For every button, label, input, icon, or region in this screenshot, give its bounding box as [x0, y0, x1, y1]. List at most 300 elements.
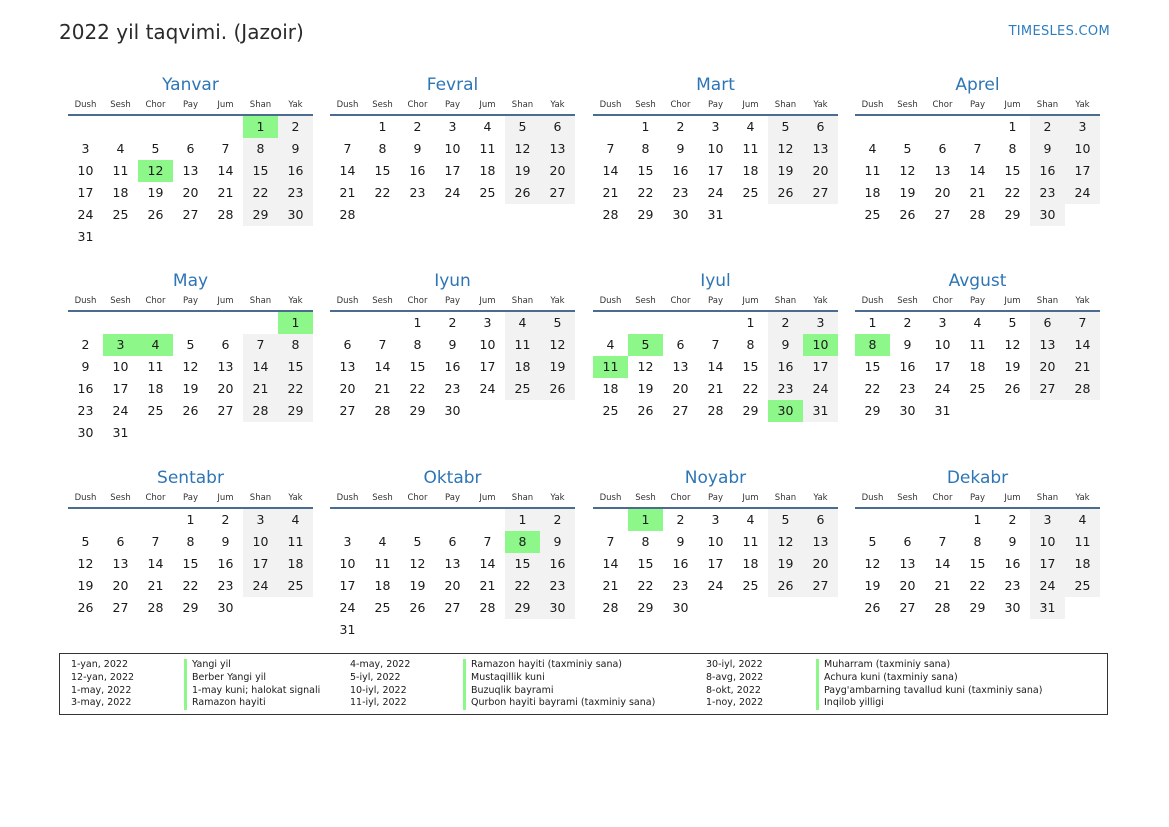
empty-cell	[628, 312, 663, 334]
day-cell: 14	[707, 359, 724, 374]
day-cell: 20	[803, 553, 838, 575]
day-cell: 13	[803, 138, 838, 160]
holiday-day-cell: 1	[243, 116, 278, 138]
day-cell: 4	[505, 312, 540, 334]
day-cell: 11	[147, 359, 164, 374]
day-cell: 9	[413, 141, 422, 156]
day-cell: 11	[278, 531, 313, 553]
day-cell: 4	[746, 119, 755, 134]
day-cell: 6	[186, 141, 195, 156]
day-cell: 19	[147, 185, 164, 200]
day-cell: 12	[505, 138, 540, 160]
month-block	[68, 466, 313, 619]
day-cell: 13	[217, 359, 234, 374]
day-cell: 25	[742, 578, 759, 593]
weekday-label: Chor	[670, 100, 691, 110]
day-cell: 28	[602, 600, 619, 615]
day-cell: 15	[374, 163, 391, 178]
day-cell: 18	[278, 553, 313, 575]
day-cell: 2	[1008, 512, 1017, 527]
day-cell: 7	[606, 534, 615, 549]
month-block	[593, 269, 838, 422]
day-cell: 8	[378, 141, 387, 156]
weekday-label: Jum	[742, 296, 759, 306]
day-cell: 1	[505, 509, 540, 531]
day-cell: 14	[374, 359, 391, 374]
day-cell: 25	[864, 207, 881, 222]
day-cell: 24	[707, 185, 724, 200]
day-cell: 5	[413, 534, 422, 549]
day-cell: 31	[339, 622, 356, 637]
day-cell: 20	[112, 578, 129, 593]
weekday-label: Jum	[742, 100, 759, 110]
legend-row	[706, 659, 1096, 672]
day-cell: 25	[147, 403, 164, 418]
day-cell: 15	[637, 556, 654, 571]
day-cell: 24	[243, 575, 278, 597]
weekday-label: Jum	[1004, 296, 1021, 306]
day-cell: 22	[637, 185, 654, 200]
day-cell: 2	[1030, 116, 1065, 138]
day-cell: 21	[217, 185, 234, 200]
day-cell: 5	[540, 312, 575, 334]
day-cell: 7	[343, 141, 352, 156]
holiday-day-cell: 1	[628, 509, 663, 531]
day-cell: 14	[243, 356, 278, 378]
day-cell: 16	[217, 556, 234, 571]
legend-column	[350, 659, 690, 710]
day-cell: 24	[934, 381, 951, 396]
day-cell: 27	[803, 182, 838, 204]
day-cell: 31	[1030, 597, 1065, 619]
day-cell: 6	[1030, 312, 1065, 334]
day-cell: 9	[278, 138, 313, 160]
day-cell: 27	[934, 207, 951, 222]
holiday-date: 1-yan, 2022	[71, 659, 128, 670]
holiday-name: Inqilob yilligi	[816, 697, 884, 710]
day-cell: 17	[707, 163, 724, 178]
day-cell: 13	[1030, 334, 1065, 356]
month-name: Avgust	[948, 271, 1007, 291]
weekday-header	[68, 97, 313, 116]
day-cell: 22	[969, 578, 986, 593]
holiday-date: 12-yan, 2022	[71, 671, 135, 683]
day-grid	[330, 312, 575, 422]
weekday-label: Dush	[861, 296, 884, 306]
weekday-label: Yak	[550, 296, 565, 306]
day-cell: 14	[602, 163, 619, 178]
empty-cell	[925, 509, 960, 531]
day-cell: 28	[1065, 378, 1100, 400]
day-cell: 24	[803, 378, 838, 400]
day-grid	[330, 116, 575, 226]
day-cell: 2	[768, 312, 803, 334]
day-cell: 22	[374, 185, 391, 200]
day-cell: 1	[378, 119, 387, 134]
month-block	[330, 466, 575, 641]
month-name: May	[172, 271, 209, 291]
day-cell: 3	[711, 119, 720, 134]
day-cell: 20	[182, 185, 199, 200]
day-cell: 12	[77, 556, 94, 571]
day-cell: 17	[1065, 160, 1100, 182]
day-cell: 8	[746, 337, 755, 352]
day-cell: 6	[221, 337, 230, 352]
month-block	[68, 269, 313, 444]
weekday-label: Chor	[670, 296, 691, 306]
day-cell: 3	[803, 312, 838, 334]
holiday-day-cell: 1	[278, 312, 313, 334]
weekday-label: Sesh	[110, 493, 131, 503]
holiday-legend	[59, 653, 1108, 715]
day-cell: 20	[934, 185, 951, 200]
day-cell: 18	[479, 163, 496, 178]
day-cell: 13	[182, 163, 199, 178]
weekday-label: Chor	[407, 296, 428, 306]
day-cell: 26	[899, 207, 916, 222]
day-cell: 20	[1030, 356, 1065, 378]
day-cell: 26	[864, 600, 881, 615]
day-cell: 23	[444, 381, 461, 396]
day-cell: 5	[768, 116, 803, 138]
day-cell: 24	[77, 207, 94, 222]
empty-cell	[663, 312, 698, 334]
empty-cell	[173, 312, 208, 334]
day-cell: 15	[1004, 163, 1021, 178]
day-cell: 20	[444, 578, 461, 593]
day-cell: 18	[1065, 553, 1100, 575]
empty-cell	[855, 509, 890, 531]
day-cell: 23	[77, 403, 94, 418]
empty-cell	[68, 509, 103, 531]
day-cell: 17	[934, 359, 951, 374]
holiday-name: Berber Yangi yil	[184, 672, 266, 685]
day-cell: 15	[637, 163, 654, 178]
day-cell: 28	[147, 600, 164, 615]
weekday-header	[593, 490, 838, 509]
weekday-label: Dush	[599, 100, 622, 110]
day-cell: 21	[1065, 356, 1100, 378]
day-cell: 9	[1008, 534, 1017, 549]
day-cell: 16	[768, 356, 803, 378]
day-cell: 13	[444, 556, 461, 571]
month-name: Fevral	[426, 75, 479, 95]
day-cell: 7	[378, 337, 387, 352]
day-cell: 19	[505, 160, 540, 182]
day-grid	[330, 509, 575, 641]
day-cell: 7	[606, 141, 615, 156]
day-cell: 19	[637, 381, 654, 396]
month-name: Iyul	[700, 271, 731, 291]
day-cell: 10	[444, 141, 461, 156]
weekday-label: Sesh	[897, 100, 918, 110]
day-cell: 21	[707, 381, 724, 396]
weekday-label: Shan	[249, 493, 272, 503]
day-cell: 11	[742, 534, 759, 549]
weekday-label: Sesh	[372, 296, 393, 306]
day-cell: 25	[505, 378, 540, 400]
day-cell: 31	[77, 229, 94, 244]
weekday-label: Pay	[445, 100, 460, 110]
day-cell: 2	[448, 315, 457, 330]
day-cell: 27	[540, 182, 575, 204]
day-cell: 1	[641, 119, 650, 134]
day-grid	[593, 312, 838, 422]
day-cell: 26	[182, 403, 199, 418]
day-cell: 6	[448, 534, 457, 549]
day-cell: 14	[934, 556, 951, 571]
day-cell: 7	[938, 534, 947, 549]
day-cell: 4	[973, 315, 982, 330]
day-cell: 27	[1030, 378, 1065, 400]
day-cell: 7	[1065, 312, 1100, 334]
day-cell: 30	[672, 207, 689, 222]
weekday-label: Dush	[861, 100, 884, 110]
day-cell: 26	[637, 403, 654, 418]
day-cell: 29	[742, 403, 759, 418]
day-cell: 3	[343, 534, 352, 549]
day-cell: 15	[243, 160, 278, 182]
day-cell: 28	[339, 207, 356, 222]
day-cell: 18	[374, 578, 391, 593]
day-cell: 25	[479, 185, 496, 200]
day-cell: 30	[77, 425, 94, 440]
legend-row	[706, 685, 1096, 698]
weekday-label: Dush	[861, 493, 884, 503]
day-grid	[855, 116, 1100, 226]
day-cell: 5	[768, 509, 803, 531]
day-cell: 13	[672, 359, 689, 374]
day-cell: 23	[672, 578, 689, 593]
weekday-label: Shan	[511, 100, 534, 110]
day-cell: 3	[243, 509, 278, 531]
weekday-label: Pay	[970, 100, 985, 110]
day-cell: 18	[742, 556, 759, 571]
day-grid	[593, 509, 838, 619]
day-grid	[68, 116, 313, 248]
day-cell: 15	[278, 356, 313, 378]
day-cell: 13	[540, 138, 575, 160]
legend-row	[350, 672, 690, 685]
day-cell: 12	[409, 556, 426, 571]
month-block	[855, 73, 1100, 226]
day-cell: 9	[1030, 138, 1065, 160]
month-block	[855, 466, 1100, 619]
day-cell: 2	[413, 119, 422, 134]
weekday-label: Jum	[479, 493, 496, 503]
weekday-label: Yak	[813, 296, 828, 306]
day-cell: 11	[742, 141, 759, 156]
day-cell: 29	[243, 204, 278, 226]
day-grid	[593, 116, 838, 226]
day-cell: 7	[711, 337, 720, 352]
empty-cell	[365, 312, 400, 334]
day-cell: 23	[899, 381, 916, 396]
day-cell: 29	[409, 403, 426, 418]
day-cell: 19	[1004, 359, 1021, 374]
day-cell: 19	[768, 553, 803, 575]
day-cell: 30	[899, 403, 916, 418]
day-cell: 22	[637, 578, 654, 593]
day-cell: 8	[243, 138, 278, 160]
brand-link[interactable]: TIMESLES.COM	[1008, 24, 1110, 39]
day-cell: 13	[339, 359, 356, 374]
day-cell: 26	[1004, 381, 1021, 396]
day-cell: 26	[147, 207, 164, 222]
day-cell: 23	[409, 185, 426, 200]
holiday-date: 4-may, 2022	[350, 659, 411, 670]
weekday-label: Pay	[708, 100, 723, 110]
empty-cell	[470, 509, 505, 531]
day-cell: 9	[676, 534, 685, 549]
day-cell: 8	[1008, 141, 1017, 156]
day-cell: 1	[746, 315, 755, 330]
day-cell: 5	[1008, 315, 1017, 330]
day-cell: 4	[378, 534, 387, 549]
weekday-label: Chor	[932, 493, 953, 503]
day-cell: 17	[1030, 553, 1065, 575]
day-cell: 6	[803, 509, 838, 531]
day-cell: 26	[768, 575, 803, 597]
day-cell: 10	[243, 531, 278, 553]
weekday-label: Shan	[774, 493, 797, 503]
day-cell: 19	[540, 356, 575, 378]
empty-cell	[68, 116, 103, 138]
day-cell: 20	[899, 578, 916, 593]
weekday-label: Pay	[183, 100, 198, 110]
day-cell: 8	[186, 534, 195, 549]
empty-cell	[103, 116, 138, 138]
day-cell: 5	[505, 116, 540, 138]
weekday-label: Dush	[336, 100, 359, 110]
day-cell: 28	[707, 403, 724, 418]
day-cell: 10	[1065, 138, 1100, 160]
day-cell: 20	[540, 160, 575, 182]
day-cell: 28	[479, 600, 496, 615]
empty-cell	[400, 509, 435, 531]
empty-cell	[138, 509, 173, 531]
weekday-label: Sesh	[635, 493, 656, 503]
day-cell: 12	[768, 138, 803, 160]
day-cell: 6	[903, 534, 912, 549]
empty-cell	[103, 509, 138, 531]
day-cell: 2	[221, 512, 230, 527]
day-cell: 27	[899, 600, 916, 615]
weekday-label: Shan	[1036, 296, 1059, 306]
weekday-header	[68, 293, 313, 312]
empty-cell	[593, 116, 628, 138]
weekday-label: Shan	[249, 100, 272, 110]
day-cell: 21	[969, 185, 986, 200]
day-cell: 16	[899, 359, 916, 374]
day-cell: 23	[1030, 182, 1065, 204]
day-cell: 5	[868, 534, 877, 549]
day-cell: 12	[864, 556, 881, 571]
day-cell: 1	[868, 315, 877, 330]
day-cell: 14	[969, 163, 986, 178]
day-cell: 18	[602, 381, 619, 396]
day-cell: 15	[742, 359, 759, 374]
empty-cell	[593, 509, 628, 531]
weekday-header	[593, 293, 838, 312]
day-cell: 25	[112, 207, 129, 222]
weekday-label: Yak	[288, 493, 303, 503]
day-cell: 31	[803, 400, 838, 422]
day-cell: 21	[934, 578, 951, 593]
weekday-label: Chor	[670, 493, 691, 503]
day-cell: 23	[278, 182, 313, 204]
holiday-name: Payg'ambarning tavallud kuni (taxminiy sana)	[816, 685, 1042, 698]
weekday-label: Jum	[1004, 493, 1021, 503]
day-cell: 16	[77, 381, 94, 396]
day-cell: 29	[1004, 207, 1021, 222]
day-grid	[68, 312, 313, 444]
weekday-label: Yak	[1075, 296, 1090, 306]
month-block	[593, 73, 838, 226]
weekday-label: Shan	[1036, 100, 1059, 110]
day-cell: 7	[973, 141, 982, 156]
day-cell: 12	[637, 359, 654, 374]
month-name: Dekabr	[946, 468, 1009, 488]
empty-cell	[138, 312, 173, 334]
day-cell: 8	[413, 337, 422, 352]
day-cell: 21	[374, 381, 391, 396]
legend-column	[706, 659, 1096, 710]
holiday-date: 3-may, 2022	[71, 697, 132, 709]
day-cell: 25	[742, 185, 759, 200]
day-cell: 5	[186, 337, 195, 352]
weekday-label: Jum	[217, 296, 234, 306]
day-cell: 24	[339, 600, 356, 615]
weekday-label: Yak	[813, 100, 828, 110]
month-name: Aprel	[955, 75, 1000, 95]
holiday-date: 10-iyl, 2022	[350, 684, 407, 696]
month-block	[330, 269, 575, 422]
day-cell: 11	[969, 337, 986, 352]
holiday-name: Mustaqillik kuni	[463, 672, 545, 685]
day-cell: 22	[505, 575, 540, 597]
day-cell: 24	[112, 403, 129, 418]
day-cell: 24	[1065, 182, 1100, 204]
empty-cell	[330, 312, 365, 334]
day-cell: 18	[505, 356, 540, 378]
weekday-label: Shan	[511, 296, 534, 306]
month-block	[68, 73, 313, 248]
holiday-name: 1-may kuni; halokat signali	[184, 685, 320, 698]
weekday-label: Chor	[932, 100, 953, 110]
holiday-day-cell: 3	[103, 334, 138, 356]
weekday-header	[593, 97, 838, 116]
day-cell: 1	[186, 512, 195, 527]
day-cell: 10	[934, 337, 951, 352]
day-cell: 14	[147, 556, 164, 571]
weekday-label: Shan	[249, 296, 272, 306]
day-cell: 6	[116, 534, 125, 549]
day-cell: 19	[768, 160, 803, 182]
empty-cell	[103, 312, 138, 334]
day-cell: 1	[973, 512, 982, 527]
weekday-label: Jum	[742, 493, 759, 503]
day-cell: 2	[903, 315, 912, 330]
day-cell: 19	[182, 381, 199, 396]
day-cell: 20	[217, 381, 234, 396]
holiday-date: 8-avg, 2022	[706, 671, 764, 683]
day-cell: 11	[112, 163, 129, 178]
holiday-date: 5-iyl, 2022	[350, 671, 401, 683]
holiday-name: Muharram (taxminiy sana)	[816, 659, 950, 672]
day-cell: 1	[1008, 119, 1017, 134]
day-cell: 18	[864, 185, 881, 200]
